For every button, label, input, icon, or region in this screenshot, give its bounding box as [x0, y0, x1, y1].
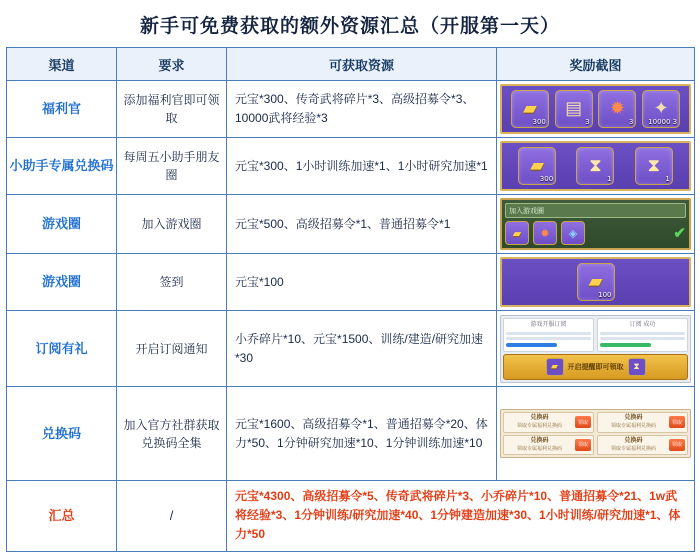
reward-popup-image [500, 84, 691, 134]
cell-channel-summary: 汇总 [7, 481, 117, 552]
claim-button[interactable]: 领取 [669, 439, 685, 451]
cell-requirement: 加入官方社群获取兑换码全集 [117, 387, 227, 481]
reward-row [505, 221, 686, 245]
cell-requirement-summary: / [117, 481, 227, 552]
table-header [7, 48, 695, 81]
subscribe-card: 游戏开服订阅 [503, 318, 594, 352]
ingot-icon: ▰ [505, 221, 529, 245]
claim-button[interactable]: 领取 [669, 416, 685, 428]
cell-channel: 订阅有礼 [7, 311, 117, 387]
header-row [7, 48, 695, 81]
code-row [503, 435, 688, 456]
hourglass-icon: ⧗ 1 [576, 147, 614, 185]
column-header-channel: 渠道 [7, 48, 117, 81]
column-header-requirement: 要求 [117, 48, 227, 81]
table-row [7, 138, 695, 195]
claim-button[interactable]: 领取 [575, 416, 591, 428]
column-header-screenshot: 奖励截图 [497, 48, 695, 81]
cell-requirement: 加入游戏圈 [117, 195, 227, 254]
cell-screenshot [497, 195, 695, 254]
column-header-resources: 可获取资源 [227, 48, 497, 81]
cell-channel: 兑换码 [7, 387, 117, 481]
subscribe-success-card: 订阅 成功 [597, 318, 688, 352]
subscribe-reward-banner [503, 354, 688, 380]
cell-screenshot [497, 387, 695, 481]
hourglass-icon: ⧗ [628, 358, 646, 376]
banner-label: 开启提醒即可领取 [567, 363, 624, 371]
cell-resources: 元宝*1600、高级招募令*1、普通招募令*20、体力*50、1分钟研究加速*10、1分钟训练加速*10 [227, 387, 497, 481]
shard-icon: ▤ 3 [555, 90, 593, 128]
cell-resources: 元宝*500、高级招募令*1、普通招募令*1 [227, 195, 497, 254]
cell-channel: 游戏圈 [7, 254, 117, 311]
hourglass-icon: ⧗ 1 [635, 147, 673, 185]
claim-button[interactable]: 领取 [575, 439, 591, 451]
table-row [7, 81, 695, 138]
cell-requirement: 添加福利官即可领取 [117, 81, 227, 138]
code-entry: 兑换码 领取专属福利兑换码 领取 [503, 435, 594, 456]
code-entry: 兑换码 领取专属福利兑换码 领取 [597, 412, 688, 433]
cell-resources: 元宝*300、传奇武将碎片*3、高级招募令*3、10000武将经验*3 [227, 81, 497, 138]
ingot-icon: ▰ 300 [511, 90, 549, 128]
cell-channel: 福利官 [7, 81, 117, 138]
table-row [7, 254, 695, 311]
seal-icon: ✹ 3 [598, 90, 636, 128]
check-icon: ✔ [673, 225, 686, 242]
cell-requirement: 签到 [117, 254, 227, 311]
reward-popup-image [500, 257, 691, 307]
cell-requirement: 每周五小助手朋友圈 [117, 138, 227, 195]
cell-screenshot [497, 138, 695, 195]
ingot-icon: ▰ 300 [518, 147, 556, 185]
resource-table [6, 47, 695, 552]
cell-channel: 小助手专属兑换码 [7, 138, 117, 195]
cell-screenshot [497, 254, 695, 311]
gem-icon: ◈ [561, 221, 585, 245]
cell-resources-summary: 元宝*4300、高级招募令*5、传奇武将碎片*3、小乔碎片*10、普通招募令*21、1w武将经验*3、1分钟训练/研究加速*40、1分钟建造加速*30、1小时训练/研究加速*1、体力*50 [227, 481, 695, 552]
summary-row [7, 481, 695, 552]
reward-popup-image [500, 141, 691, 191]
subscription-image [500, 315, 691, 383]
game-circle-image [500, 198, 691, 250]
table-row [7, 311, 695, 387]
cell-requirement: 开启订阅通知 [117, 311, 227, 387]
table-row [7, 195, 695, 254]
seal-icon: ✹ [533, 221, 557, 245]
exp-icon: ✦ 10000 3 [642, 90, 680, 128]
table-row [7, 387, 695, 481]
code-entry: 兑换码 领取专属福利兑换码 领取 [597, 435, 688, 456]
task-bar-label: 加入游戏圈 [505, 203, 686, 218]
ingot-icon: ▰ [546, 358, 564, 376]
cell-channel: 游戏圈 [7, 195, 117, 254]
redeem-code-list-image [500, 409, 691, 458]
cell-resources: 元宝*300、1小时训练加速*1、1小时研究加速*1 [227, 138, 497, 195]
code-entry: 兑换码 领取专属福利兑换码 领取 [503, 412, 594, 433]
table-body [7, 81, 695, 552]
code-row [503, 412, 688, 433]
cell-resources: 元宝*100 [227, 254, 497, 311]
cell-screenshot [497, 311, 695, 387]
ingot-icon: ▰ 100 [577, 263, 615, 301]
cell-screenshot [497, 81, 695, 138]
cell-resources: 小乔碎片*10、元宝*1500、训练/建造/研究加速*30 [227, 311, 497, 387]
app-top-row [503, 318, 688, 352]
page-title: 新手可免费获取的额外资源汇总（开服第一天） [139, 16, 560, 37]
